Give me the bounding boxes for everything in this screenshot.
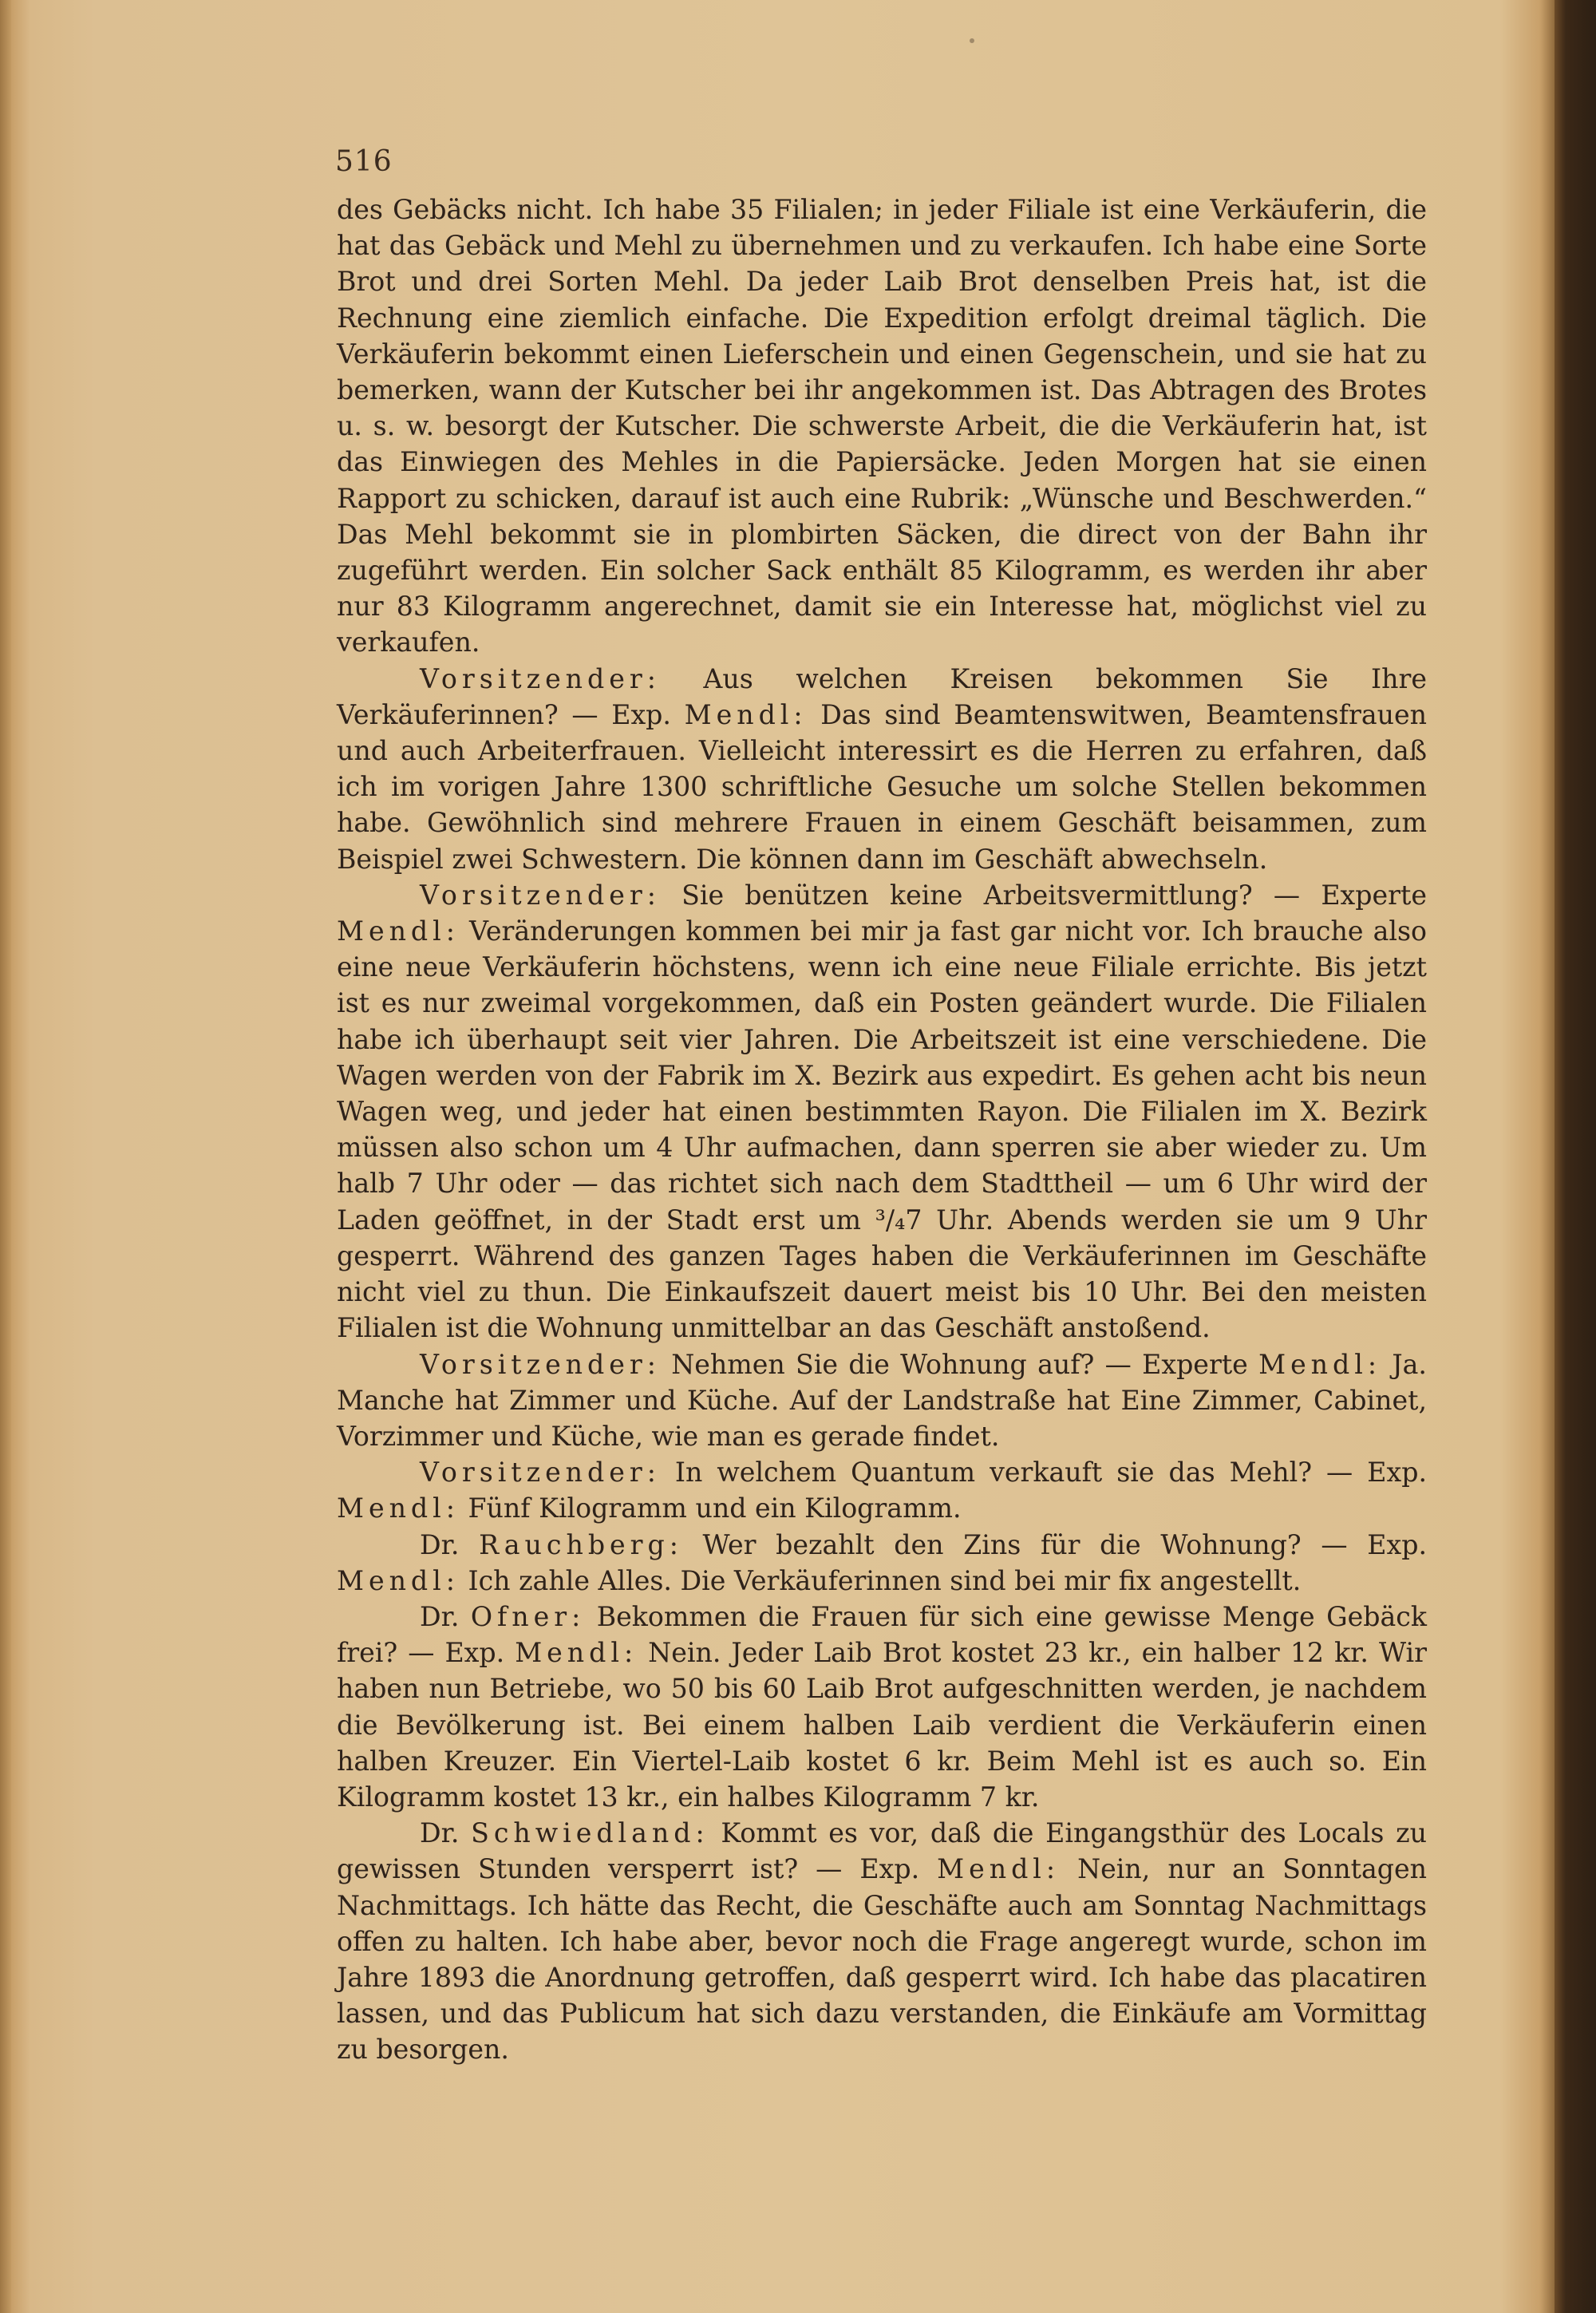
paragraph-3-text: Sie benützen keine Arbeitsvermittlung? — Experte <box>660 879 1427 911</box>
paragraph-3 <box>337 877 1427 1346</box>
paragraph-6-text-cont: Ich zahle Alles. Die Verkäuferinnen sind bei mir fix angestellt. <box>459 1564 1302 1596</box>
paragraph-1 <box>337 192 1427 661</box>
paragraph-4-text-cont: Ja. Manche hat Zimmer und Küche. Auf der Landstraße hat Eine Zimmer, Cabinet, Vorzimmer und Küche, wie man es gerade findet. <box>337 1348 1427 1452</box>
paragraph-5-text: In welchem Quantum verkauft sie das Mehl? — Exp. <box>660 1457 1427 1489</box>
speaker-name: Mendl: <box>937 1853 1061 1885</box>
speaker-name: Vorsitzender: <box>420 879 661 911</box>
page-left-edge <box>0 0 11 2313</box>
paragraph-3-text-cont: Veränderungen kommen bei mir ja fast gar nicht vor. Ich brauche also eine neue Verkäuferin höchstens, wenn ich eine neue Filiale errichte. Bis jetzt ist es nur zweimal vorgekommen, daß ein Posten geändert wurde. Die Filialen habe ich überhaupt seit vier Jahren. Die Arbeitszeit ist eine verschiedene. Die Wagen werden von der Fabrik im X. Bezirk aus expedirt. Es gehen acht bis neun Wagen weg, und jeder hat einen bestimmten Rayon. Die Filialen im X. Bezirk müssen also schon um 4 Uhr aufmachen, dann sperren sie aber wieder zu. Um halb 7 Uhr oder — das richtet sich nach dem Stadttheil — um 6 Uhr wird der Laden geöffnet, in der Stadt erst um ³/₄7 Uhr. Abends werden sie um 9 Uhr gesperrt. Während des ganzen Tages haben die Verkäuferinnen im Geschäfte nicht viel zu thun. Die Einkaufszeit dauert meist bis 10 Uhr. Bei den meisten Filialen ist die Wohnung unmittelbar an das Geschäft anstoßend. <box>337 915 1427 1344</box>
paragraph-6-text: Wer bezahlt den Zins für die Wohnung? — Exp. <box>682 1528 1427 1560</box>
page-number: 516 <box>335 145 393 178</box>
paragraph-4 <box>337 1346 1427 1455</box>
speaker-name: Mendl: <box>337 1564 460 1596</box>
speaker-name: Mendl: <box>337 915 460 947</box>
body-text <box>337 192 1427 2068</box>
paragraph-5 <box>337 1454 1427 1526</box>
speaker-name: Rauchberg: <box>479 1528 683 1560</box>
speaker-prefix: Dr. <box>420 1528 480 1560</box>
speaker-name: Mendl: <box>684 698 808 730</box>
paragraph-8-text: Kommt es vor, daß die Eingangsthür des Locals zu gewissen Stunden versperrt ist? — Exp. <box>337 1817 1427 1885</box>
speaker-prefix: Dr. <box>420 1600 471 1632</box>
speaker-prefix: Dr. <box>420 1817 472 1849</box>
speaker-name: Mendl: <box>1258 1348 1382 1380</box>
paragraph-1-text: des Gebäcks nicht. Ich habe 35 Filialen; in jeder Filiale ist eine Verkäuferin, die hat das Gebäck und Mehl zu übernehmen und zu verkaufen. Ich habe eine Sorte Brot und drei Sorten Mehl. Da jeder Laib Brot denselben Preis hat, ist die Rechnung eine ziemlich einfache. Die Expedition erfolgt dreimal täglich. Die Verkäuferin bekommt einen Lieferschein und einen Gegenschein, und sie hat zu bemerken, wann der Kutscher bei ihr angekommen ist. Das Abtragen des Brotes u. s. w. besorgt der Kutscher. Die schwerste Arbeit, die die Verkäuferin hat, ist das Einwiegen des Mehles in die Papiersäcke. Jeden Morgen hat sie einen Rapport zu schicken, darauf ist auch eine Rubrik: „Wünsche und Beschwerden.“ Das Mehl bekommt sie in plombirten Säcken, die direct von der Bahn ihr zugeführt werden. Ein solcher Sack enthält 85 Kilogramm, es werden ihr aber nur 83 Kilogramm angerechnet, damit sie ein Interesse hat, möglichst viel zu verkaufen. <box>337 194 1427 658</box>
paragraph-4-text: Nehmen Sie die Wohnung auf? — Experte <box>660 1348 1259 1380</box>
speaker-name: Schwiedland: <box>471 1817 709 1849</box>
speaker-name: Ofner: <box>470 1600 586 1632</box>
book-spine-shadow <box>1555 0 1596 2313</box>
paragraph-7-text-cont: Nein. Jeder Laib Brot kostet 23 kr., ein halber 12 kr. Wir haben nun Betriebe, wo 50 bis 60 Laib Brot aufgeschnitten werden, je nachdem die Bevölkerung ist. Bei einem halben Laib verdient die Verkäuferin einen halben Kreuzer. Ein Viertel-Laib kostet 6 kr. Beim Mehl ist es auch so. Ein Kilogramm kostet 13 kr., ein halbes Kilogramm 7 kr. <box>337 1637 1427 1813</box>
speaker-name: Vorsitzender: <box>420 662 661 694</box>
speaker-name: Vorsitzender: <box>420 1348 661 1380</box>
paragraph-2-text: Aus welchen Kreisen bekommen Sie Ihre Verkäuferinnen? — Exp. <box>337 662 1427 730</box>
paper-speck <box>970 38 974 43</box>
paragraph-7 <box>337 1599 1427 1815</box>
paragraph-8 <box>337 1815 1427 2067</box>
speaker-name: Vorsitzender: <box>420 1457 661 1489</box>
speaker-name: Mendl: <box>337 1493 460 1524</box>
paragraph-2-text-cont: Das sind Beamtenswitwen, Beamtensfrauen und auch Arbeiterfrauen. Vielleicht interessirt es die Herren zu erfahren, daß ich im vorigen Jahre 1300 schriftliche Gesuche um solche Stellen bekommen habe. Gewöhnlich sind mehrere Frauen in einem Geschäft beisammen, zum Beispiel zwei Schwestern. Die können dann im Geschäft abwechseln. <box>337 698 1427 875</box>
speaker-name: Mendl: <box>515 1637 638 1669</box>
paragraph-7-text: Bekommen die Frauen für sich eine gewisse Menge Gebäck frei? — Exp. <box>337 1600 1427 1669</box>
paragraph-5-text-cont: Fünf Kilogramm und ein Kilogramm. <box>459 1493 962 1524</box>
paragraph-6 <box>337 1527 1427 1599</box>
paragraph-2 <box>337 661 1427 877</box>
paragraph-8-text-cont: Nein, nur an Sonntagen Nachmittags. Ich hätte das Recht, die Geschäfte auch am Sonntag Nachmittags offen zu halten. Ich habe aber, bevor noch die Frage angeregt wurde, schon im Jahre 1893 die Anordnung getroffen, daß gesperrt wird. Ich habe das placatiren lassen, und das Publicum hat sich dazu verstanden, die Einkäufe am Vormittag zu besorgen. <box>337 1853 1427 2066</box>
